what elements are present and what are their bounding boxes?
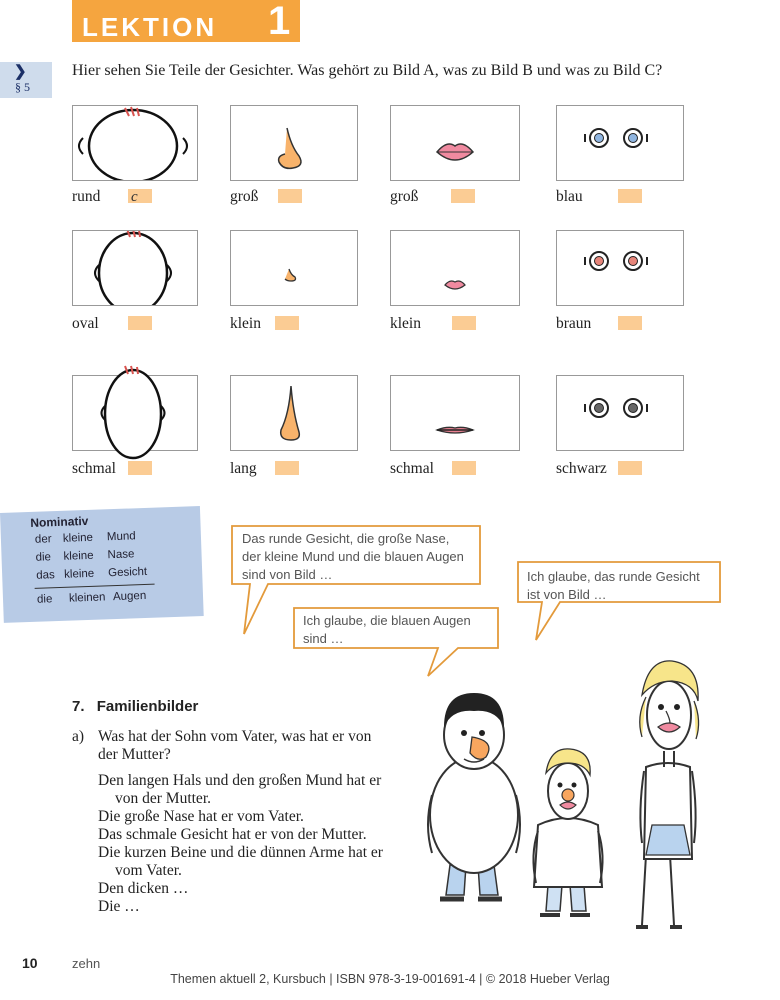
adjective: kleine [63,549,94,563]
label-braun: braun [556,315,592,332]
divider-line [35,584,155,589]
small-mouth-drawing [391,231,519,305]
answer-line: vom Vater. [115,862,182,879]
answer-box[interactable] [275,316,299,330]
answer-box[interactable] [618,316,642,330]
question-line: der Mutter? [98,746,171,763]
question-line: Was hat der Sohn vom Vater, was hat er von [98,728,372,745]
handwritten-answer: c [131,189,138,205]
adjective: kleine [62,531,94,545]
noun: Mund [106,530,136,544]
page-number: 10 [22,955,38,971]
label-klein-mouth: klein [390,315,421,332]
nominativ-title: Nominativ [30,513,89,530]
round-face-drawing [73,106,197,180]
article: die [36,593,53,606]
nominativ-grammar-box [0,506,204,623]
brown-eyes-drawing [557,231,683,305]
answer-box[interactable] [452,461,476,475]
label-oval: oval [72,315,99,332]
label-schmal-face: schmal [72,460,116,477]
label-schwarz: schwarz [556,460,607,477]
lesson-word: LEKTION [82,12,218,42]
lesson-divider [324,6,326,40]
card-face-oval [72,230,198,306]
card-eyes-brown [556,230,684,306]
answer-box[interactable] [275,461,299,475]
label-schmal-mouth: schmal [390,460,434,477]
lesson-header [72,0,357,43]
label-gross-nose: groß [230,188,259,205]
noun: Nase [107,548,135,562]
article: das [36,569,55,582]
answer-line: von der Mutter. [115,790,211,807]
bubble-line: Das runde Gesicht, die große Nase, [242,531,450,546]
card-eyes-black [556,375,684,451]
copyright-footer: Themen aktuell 2, Kursbuch | ISBN 978-3-19-001691-4 | © 2018 Hueber Verlag [170,972,610,986]
answer-box[interactable] [278,189,302,203]
answer-line: Das schmale Gesicht hat er von der Mutter. [98,826,367,843]
bubble-line: Ich glaube, das runde Gesicht [527,569,700,584]
answer-line: Die … [98,898,140,915]
mother-figure [636,661,699,927]
answer-box[interactable] [618,189,642,203]
small-nose-drawing [231,231,357,305]
card-mouth-big [390,105,520,181]
narrow-mouth-drawing [391,376,519,450]
article: die [35,551,52,564]
answer-box[interactable] [128,316,152,330]
bubble-line: sind … [303,631,344,646]
bubble-line: der kleine Mund und die blauen Augen [242,549,464,564]
family-illustration [420,655,740,935]
article: der [34,533,52,546]
grammar-reference-tab[interactable] [0,62,52,98]
oval-face-drawing [73,231,197,305]
noun: Gesicht [107,565,148,580]
son-figure [533,749,602,915]
bubble-line: Ich glaube, die blauen Augen [303,613,471,628]
answer-box[interactable] [452,316,476,330]
card-eyes-blue [556,105,684,181]
speech-bubble-1 [242,530,464,584]
answer-line: Den dicken … [98,880,189,897]
blue-eyes-drawing [557,106,683,180]
card-nose-big [230,105,358,181]
narrow-face-drawing [73,376,197,450]
label-gross-mouth: groß [390,188,419,205]
exercise-title [72,698,198,715]
answer-line: Den langen Hals und den großen Mund hat er [98,772,382,789]
card-nose-long [230,375,358,451]
bubble-line: sind von Bild … [242,567,333,582]
paragraph-ref: § 5 [15,80,30,94]
big-mouth-drawing [391,106,519,180]
speech-bubble-2 [527,568,700,604]
big-nose-drawing [231,106,357,180]
label-blau: blau [556,188,583,205]
noun: Augen [112,589,147,604]
instruction-text: Hier sehen Sie Teile der Gesichter. Was gehört zu Bild A, was zu Bild B und was zu Bild C? [72,62,663,79]
lesson-number-a: 1 [268,0,291,43]
answer-line: Die kurzen Beine und die dünnen Arme hat er [98,844,383,861]
lesson-number-b: 1 [334,0,357,43]
label-klein-nose: klein [230,315,261,332]
exercise-answers [98,772,428,916]
bubble-line: ist von Bild … [527,587,607,602]
card-nose-small [230,230,358,306]
exercise-question [98,728,418,764]
card-face-round [72,105,198,181]
page-number-word: zehn [72,956,101,971]
father-figure [428,693,520,899]
answer-box[interactable] [618,461,642,475]
label-lang: lang [230,460,257,477]
long-nose-drawing [231,376,357,450]
adjective: kleinen [68,591,106,605]
adjective: kleine [63,567,95,581]
answer-box[interactable] [451,189,475,203]
label-rund: rund [72,188,101,205]
card-face-narrow [72,375,198,451]
answer-box[interactable] [128,461,152,475]
speech-bubble-3 [303,612,471,648]
card-mouth-small [390,230,520,306]
black-eyes-drawing [557,376,683,450]
exercise-part: a) [72,728,85,745]
chevron-right-icon: ❯ [14,63,27,80]
exercise-number: 7. [72,698,85,715]
exercise-name: Familienbilder [96,698,199,715]
card-mouth-narrow [390,375,520,451]
answer-line: Die große Nase hat er vom Vater. [98,808,304,825]
